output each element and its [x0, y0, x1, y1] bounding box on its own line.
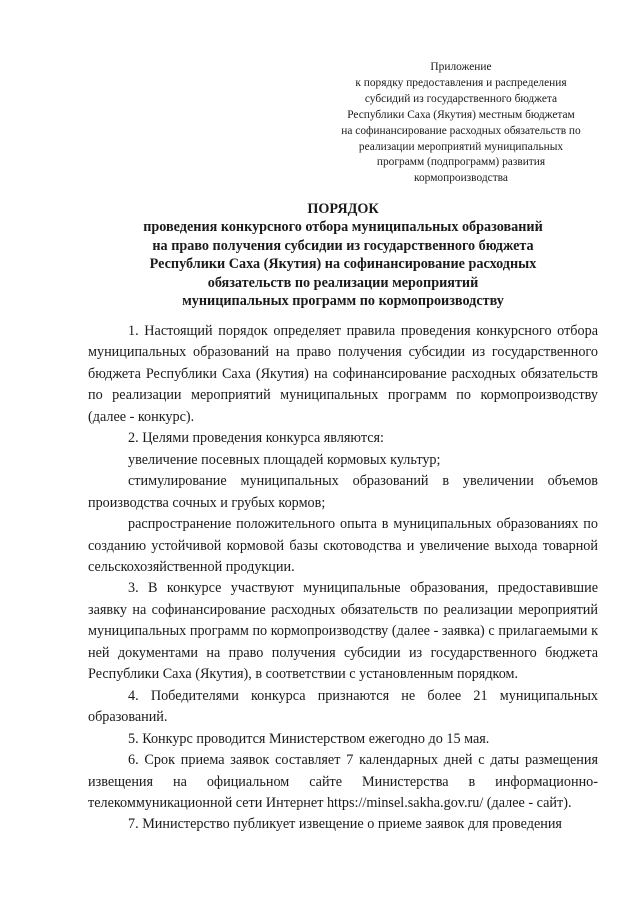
document-body: [88, 321, 598, 836]
paragraph-2: 2. Целями проведения конкурса являются:: [128, 430, 384, 447]
goal-item: стимулирование муниципальных образований в увеличении объемов производства сочных и грубых кормов;: [88, 473, 598, 511]
paragraph-6: 6. Срок приема заявок составляет 7 календарных дней с даты размещения извещения на официальном сайте Министерства в информационно-телекоммуникационной сети Интернет https://minsel.sakha.gov.ru/ (далее - сайт).: [88, 752, 598, 811]
goal-item: увеличение посевных площадей кормовых культур;: [128, 451, 441, 468]
paragraph-5: 5. Конкурс проводится Министерством ежегодно до 15 мая.: [128, 730, 490, 747]
appendix-line: к порядку предоставления и распределения: [355, 76, 567, 89]
title-line: Республики Саха (Якутия) на софинансирование расходных: [149, 256, 537, 273]
appendix-header: [300, 60, 622, 187]
goal-item: распространение положительного опыта в муниципальных образованиях по созданию устойчивой кормовой базы скотоводства и увеличение выхода товарной сельскохозяйственной продукции.: [88, 516, 598, 575]
paragraph-4: 4. Победителями конкурса признаются не более 21 муниципальных образований.: [88, 687, 598, 726]
paragraph-3: 3. В конкурсе участвуют муниципальные образования, предоставившие заявку на софинансирование расходных обязательств по реализации мероприятий муниципальных программ по кормопроизводству (далее - заявка) с прилагаемыми к ней документами на право получения субсидии из государственного бюджета Республики Саха (Якутия), в соответствии с установленным порядком.: [88, 580, 598, 683]
appendix-line: субсидий из государственного бюджета: [364, 92, 558, 105]
title-line: обязательств по реализации мероприятий: [207, 274, 479, 291]
paragraph-1: 1. Настоящий порядок определяет правила проведения конкурсного отбора муниципальных образований на право получения субсидии из государственного бюджета Республики Саха (Якутия) на софинансирование расходных обязательств по реализации мероприятий муниципальных программ по кормопроизводству (далее - конкурс).: [88, 323, 598, 425]
document-title: [84, 200, 602, 310]
appendix-line: Республики Саха (Якутия) местным бюджетам: [347, 108, 575, 121]
title-line: проведения конкурсного отбора муниципальных образований: [143, 219, 543, 236]
appendix-line: реализации мероприятий муниципальных: [358, 140, 564, 153]
appendix-line: кормопроизводства: [414, 172, 508, 185]
title-line: ПОРЯДОК: [307, 201, 379, 217]
paragraph-7: 7. Министерство публикует извещение о приеме заявок для проведения: [128, 816, 562, 833]
appendix-line: программ (подпрограмм) развития: [376, 156, 546, 169]
title-line: на право получения субсидии из государственного бюджета: [152, 237, 534, 254]
appendix-line: Приложение: [430, 61, 492, 73]
title-line: муниципальных программ по кормопроизводству: [182, 293, 504, 310]
appendix-line: на софинансирование расходных обязательств по: [341, 124, 581, 137]
